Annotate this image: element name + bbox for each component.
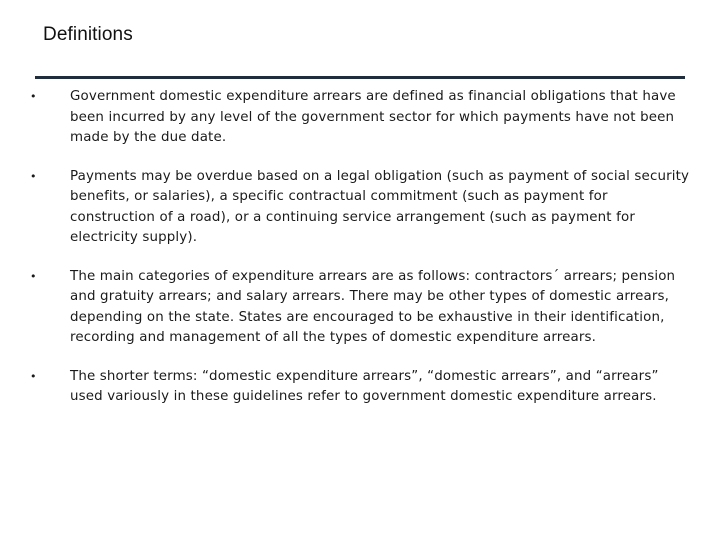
definition-item-overdue-payments [28,167,694,249]
definition-text: The main categories of expenditure arrears are as follows: contractors´ arrears; pension and gratuity arrears; and salary arrears. There may be other types of domestic arrears, depending on the state. States are encouraged to be exhaustive in their identification, recording and management of all the types of domestic expenditure arrears. [70,268,676,345]
definition-item-arrears [28,87,694,149]
definition-text: Government domestic expenditure arrears are defined as financial obligations that have been incurred by any level of the government sector for which payments have not been made by the due date. [70,89,676,145]
bullet-icon: • [30,269,37,283]
definition-text: The shorter terms: “domestic expenditure arrears”, “domestic arrears”, and “arrears” used variously in these guidelines refer to government domestic expenditure arrears. [70,368,659,404]
title-divider [35,76,685,79]
definition-text: Payments may be overdue based on a legal obligation (such as payment of social security benefits, or salaries), a specific contractual commitment (such as payment for construction of a road), or a continuing service arrangement (such as payment for electricity supply). [70,168,690,245]
page-title: Definitions [43,24,133,45]
definitions-list [28,87,694,408]
bullet-icon: • [30,90,37,103]
bullet-icon: • [30,369,37,383]
bullet-icon: • [30,169,37,183]
definition-item-shorter-terms [28,367,694,408]
definition-item-categories [28,267,694,349]
